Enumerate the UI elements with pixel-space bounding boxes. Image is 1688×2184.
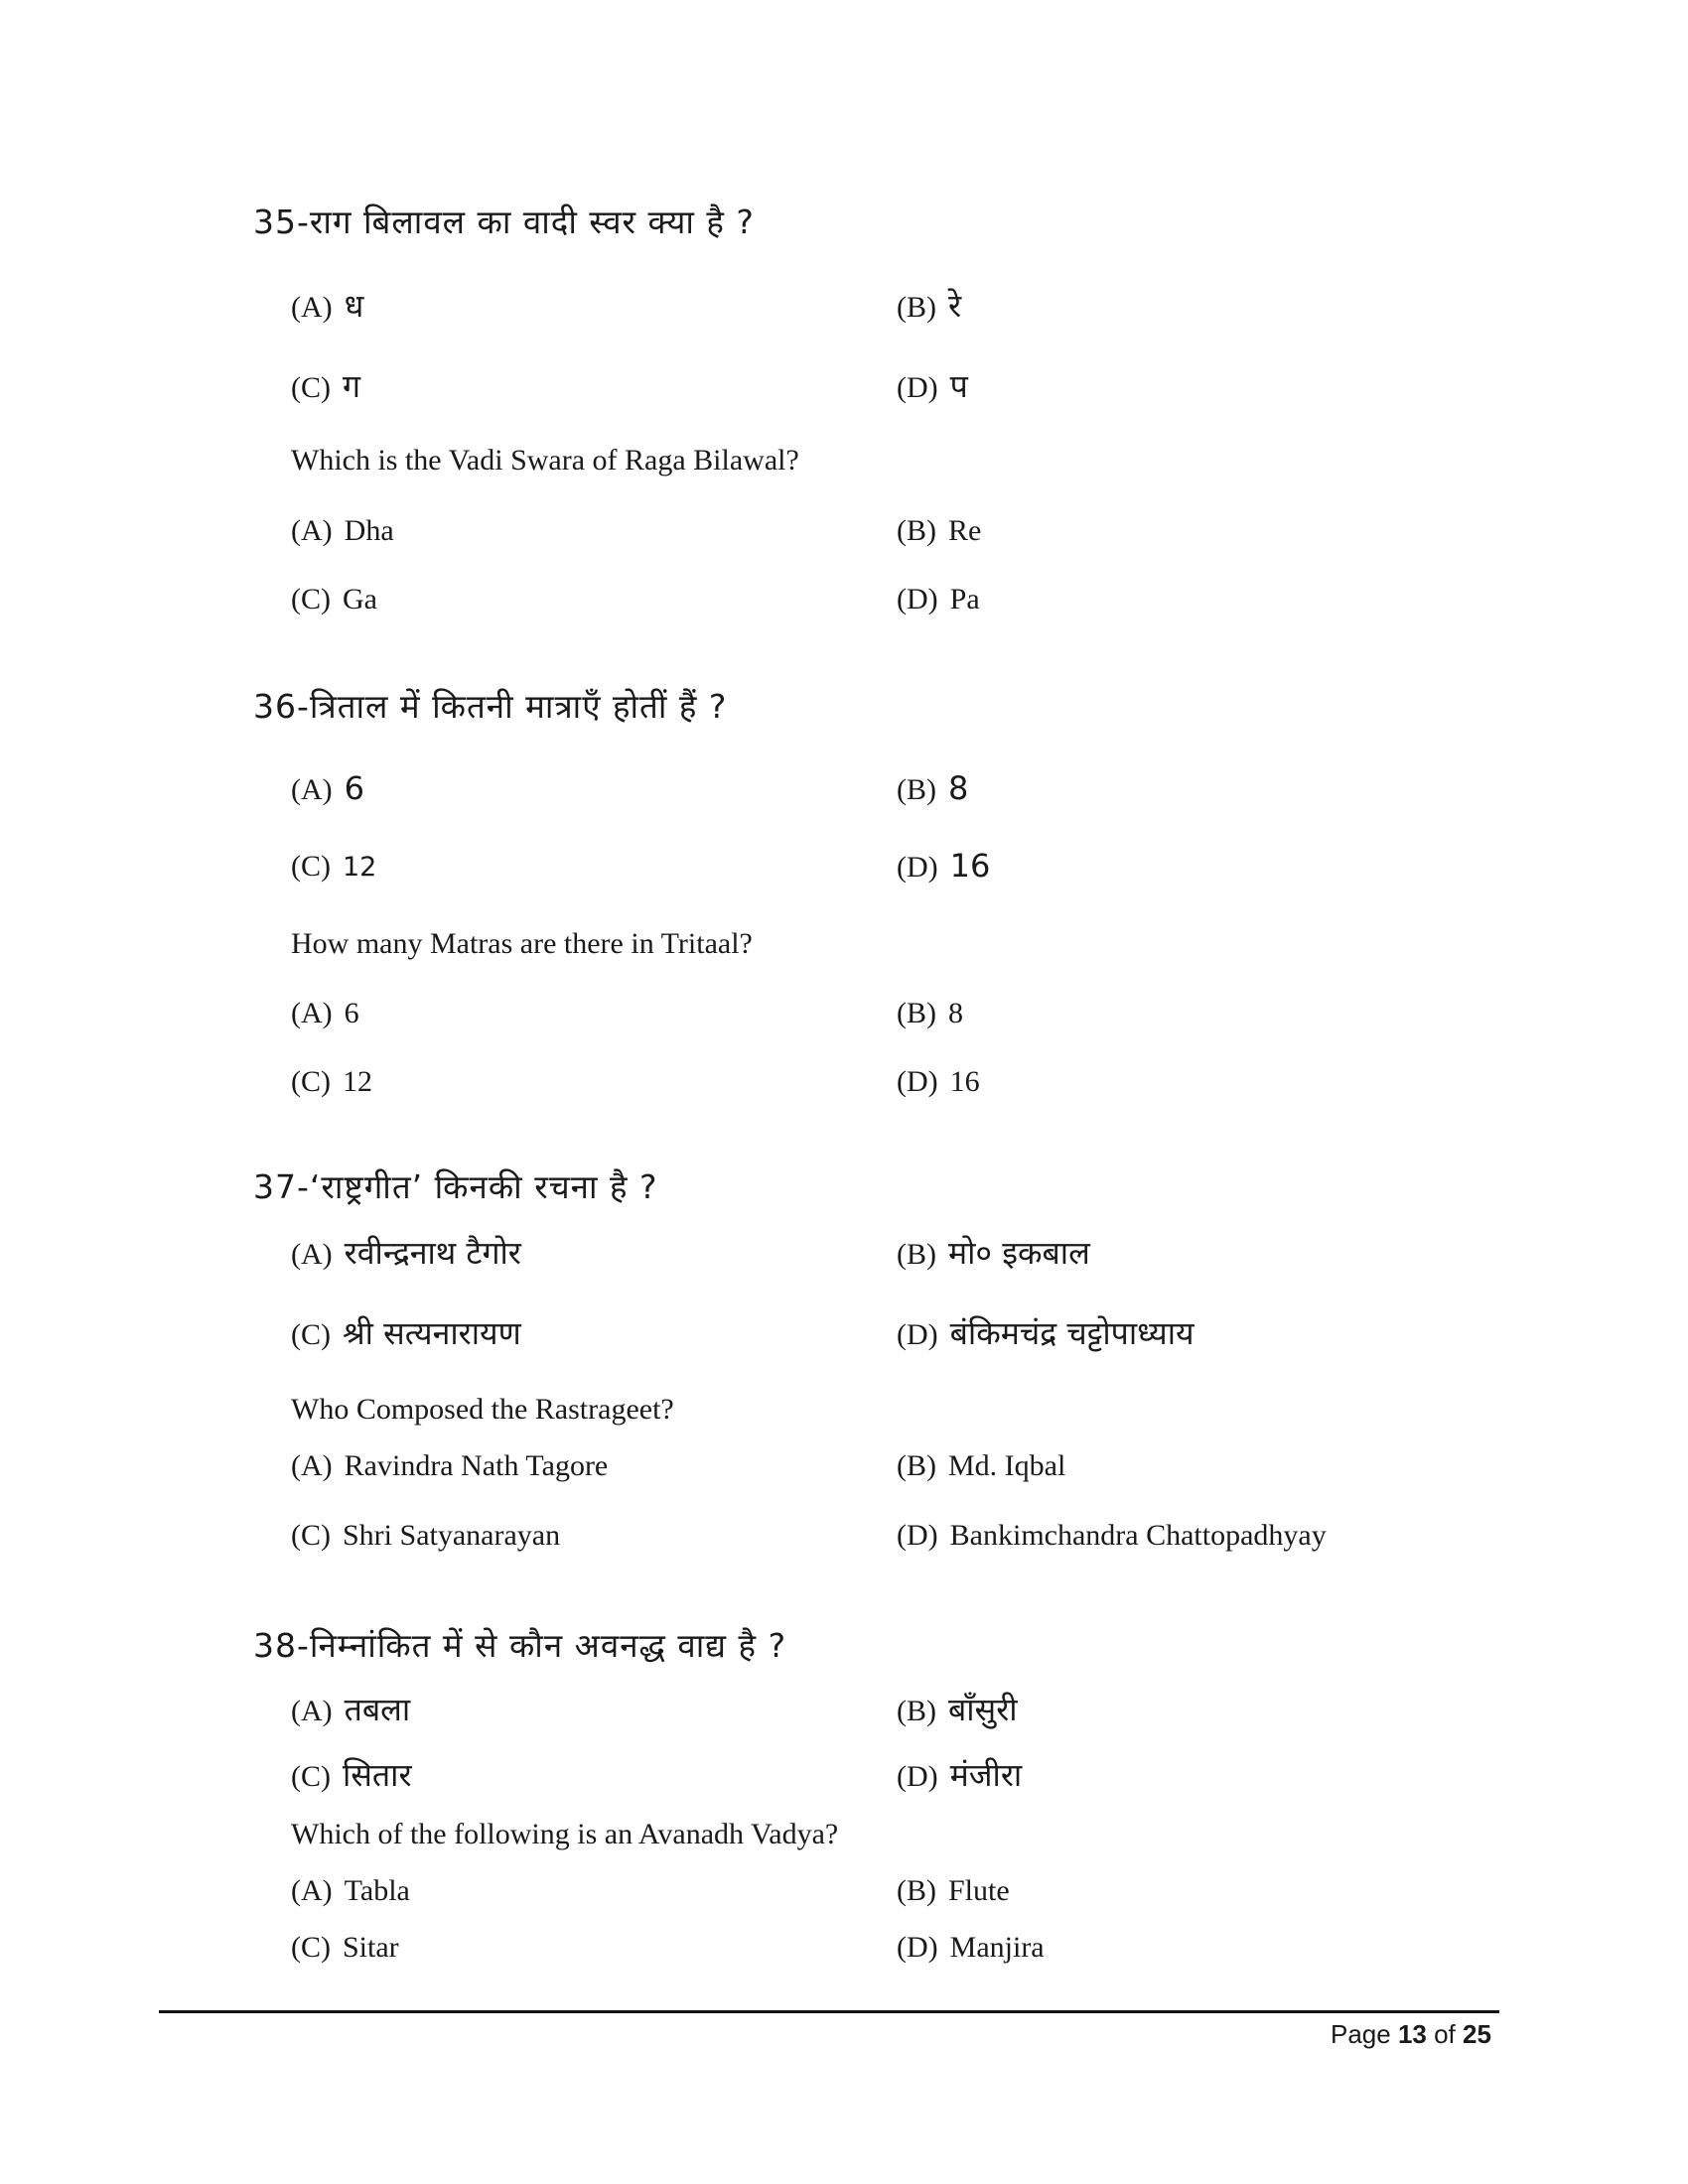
q38-english-option-c: (C) Sitar (291, 1931, 399, 1964)
question-35-hindi: 35-राग बिलावल का वादी स्वर क्या है ? (253, 203, 755, 241)
q38-english-option-b: (B) Flute (897, 1874, 1010, 1907)
option-tag: (C) (291, 1519, 331, 1552)
option-tag: (B) (897, 1695, 936, 1727)
option-tag: (D) (897, 371, 938, 404)
q38-english-option-a: (A) Tabla (291, 1874, 410, 1907)
q37-hindi-option-b: (B) मो० इकबाल (897, 1234, 1090, 1272)
question-37-hindi: 37-‘राष्ट्रगीत’ किनकी रचना है ? (253, 1167, 658, 1206)
q38-hindi-option-d: (D) मंजीरा (897, 1756, 1023, 1794)
q35-english-option-c: (C) Ga (291, 583, 377, 615)
q37-hindi-option-a: (A) रवीन्द्रनाथ टैगोर (291, 1234, 521, 1272)
option-tag: (A) (291, 291, 333, 324)
option-tag: (B) (897, 997, 936, 1029)
current-page: 13 (1397, 2019, 1427, 2049)
option-tag: (D) (897, 851, 938, 884)
option-tag: (A) (291, 1449, 333, 1482)
option-tag: (A) (291, 1238, 333, 1271)
footer-divider (159, 2010, 1499, 2013)
q37-hindi-option-c: (C) श्री सत्यनारायण (291, 1314, 521, 1352)
q36-hindi-option-d: (D) 16 (897, 847, 991, 885)
q35-english-option-d: (D) Pa (897, 583, 980, 615)
q36-hindi-option-b: (B) 8 (897, 769, 969, 807)
q37-english-option-b: (B) Md. Iqbal (897, 1449, 1066, 1482)
question-36-english: How many Matras are there in Tritaal? (291, 927, 753, 960)
option-tag: (D) (897, 1760, 938, 1793)
q35-hindi-option-d: (D) प (897, 367, 968, 405)
q36-english-option-a: (A) 6 (291, 997, 359, 1029)
total-pages: 25 (1463, 2019, 1491, 2049)
q35-hindi-option-c: (C) ग (291, 367, 361, 405)
question-37-english: Who Composed the Rastrageet? (291, 1393, 674, 1426)
q38-hindi-option-c: (C) सितार (291, 1756, 412, 1794)
option-tag: (A) (291, 997, 333, 1029)
q36-hindi-option-a: (A) 6 (291, 769, 365, 807)
q37-english-option-c: (C) Shri Satyanarayan (291, 1519, 561, 1552)
q35-english-option-a: (A) Dha (291, 514, 394, 547)
q38-english-option-d: (D) Manjira (897, 1931, 1045, 1964)
q35-hindi-option-a: (A) ध (291, 287, 364, 325)
option-tag: (C) (291, 1065, 331, 1098)
option-tag: (D) (897, 583, 938, 615)
option-tag: (D) (897, 1065, 938, 1098)
option-tag: (B) (897, 514, 936, 547)
option-tag: (C) (291, 1931, 331, 1964)
q36-english-option-c: (C) 12 (291, 1065, 372, 1098)
question-35-english: Which is the Vadi Swara of Raga Bilawal? (291, 444, 799, 477)
q35-hindi-option-b: (B) रे (897, 287, 962, 325)
q37-english-option-d: (D) Bankimchandra Chattopadhyay (897, 1519, 1327, 1552)
option-tag: (C) (291, 583, 331, 615)
option-tag: (A) (291, 1874, 333, 1907)
option-tag: (B) (897, 291, 936, 324)
option-tag: (C) (291, 371, 331, 404)
question-38-hindi: 38-निम्नांकित में से कौन अवनद्ध वाद्य है ? (253, 1626, 787, 1665)
q36-english-option-b: (B) 8 (897, 997, 963, 1029)
q37-hindi-option-d: (D) बंकिमचंद्र चट्टोपाध्याय (897, 1314, 1195, 1352)
option-tag: (B) (897, 1874, 936, 1907)
option-tag: (A) (291, 1695, 333, 1727)
option-tag: (D) (897, 1318, 938, 1351)
option-tag: (D) (897, 1519, 938, 1552)
q38-hindi-option-b: (B) बाँसुरी (897, 1691, 1018, 1728)
option-tag: (C) (291, 1760, 331, 1793)
question-38-english: Which of the following is an Avanadh Vadya? (291, 1818, 839, 1850)
option-tag: (B) (897, 773, 936, 806)
question-36-hindi: 36-त्रिताल में कितनी मात्राएँ होतीं हैं ? (253, 687, 728, 726)
q35-english-option-b: (B) Re (897, 514, 982, 547)
q38-hindi-option-a: (A) तबला (291, 1691, 411, 1728)
q37-english-option-a: (A) Ravindra Nath Tagore (291, 1449, 609, 1482)
option-tag: (A) (291, 514, 333, 547)
option-tag: (C) (291, 1318, 331, 1351)
page-number: Page 13 of 25 (1331, 2019, 1491, 2049)
q36-hindi-option-c: (C) 12 (291, 850, 377, 883)
option-tag: (D) (897, 1931, 938, 1964)
q36-english-option-d: (D) 16 (897, 1065, 980, 1098)
option-tag: (C) (291, 850, 331, 883)
option-tag: (A) (291, 773, 333, 806)
option-tag: (B) (897, 1238, 936, 1271)
option-tag: (B) (897, 1449, 936, 1482)
